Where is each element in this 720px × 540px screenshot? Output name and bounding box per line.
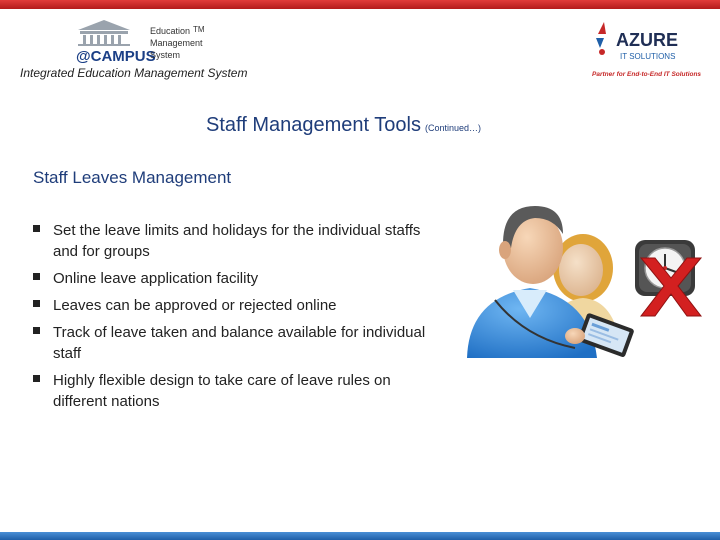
logo-text: @CAMPUS	[76, 48, 156, 64]
staff-leave-illustration	[455, 188, 705, 368]
bullet-text: Highly flexible design to take care of leave rules on different nations	[53, 372, 391, 410]
bullet-marker	[33, 225, 40, 232]
bullet-text: Track of leave taken and balance available for individual staff	[53, 324, 426, 362]
bullet-item	[33, 268, 433, 289]
title-main: Staff Management Tools	[206, 114, 421, 136]
bullet-text: Leaves can be approved or rejected online	[53, 297, 337, 314]
building-icon	[78, 20, 130, 46]
top-accent-bar	[0, 0, 720, 9]
tagline: Integrated Education Management System	[20, 66, 248, 80]
azure-sub: IT SOLUTIONS	[620, 52, 676, 61]
logo-side-line-2: Management	[150, 38, 203, 48]
bullet-marker	[33, 273, 40, 280]
bullet-marker	[33, 375, 40, 382]
slide-title	[206, 114, 481, 137]
bullet-text: Online leave application facility	[53, 270, 259, 287]
bullet-marker	[33, 300, 40, 307]
bullet-item	[33, 295, 433, 316]
section-heading: Staff Leaves Management	[33, 168, 232, 187]
azure-slogan: Partner for End-to-End IT Solutions	[592, 71, 702, 78]
logo-side-line-1: Education	[150, 26, 191, 36]
azure-logo	[590, 20, 710, 82]
staff-avatar-icon	[467, 206, 635, 358]
bullet-list	[33, 220, 433, 418]
bullet-item	[33, 370, 433, 412]
bottom-accent-bar	[0, 532, 720, 540]
logo-side-line-3: System	[150, 50, 181, 60]
title-suffix: (Continued…)	[424, 123, 481, 133]
bullet-item	[33, 220, 433, 262]
bullet-item	[33, 322, 433, 364]
azure-name: AZURE	[616, 30, 678, 50]
campus-logo	[70, 18, 220, 64]
bullet-marker	[33, 327, 40, 334]
bullet-text: Set the leave limits and holidays for the individual staffs and for groups	[53, 222, 421, 260]
logo-tm: TM	[193, 25, 205, 34]
